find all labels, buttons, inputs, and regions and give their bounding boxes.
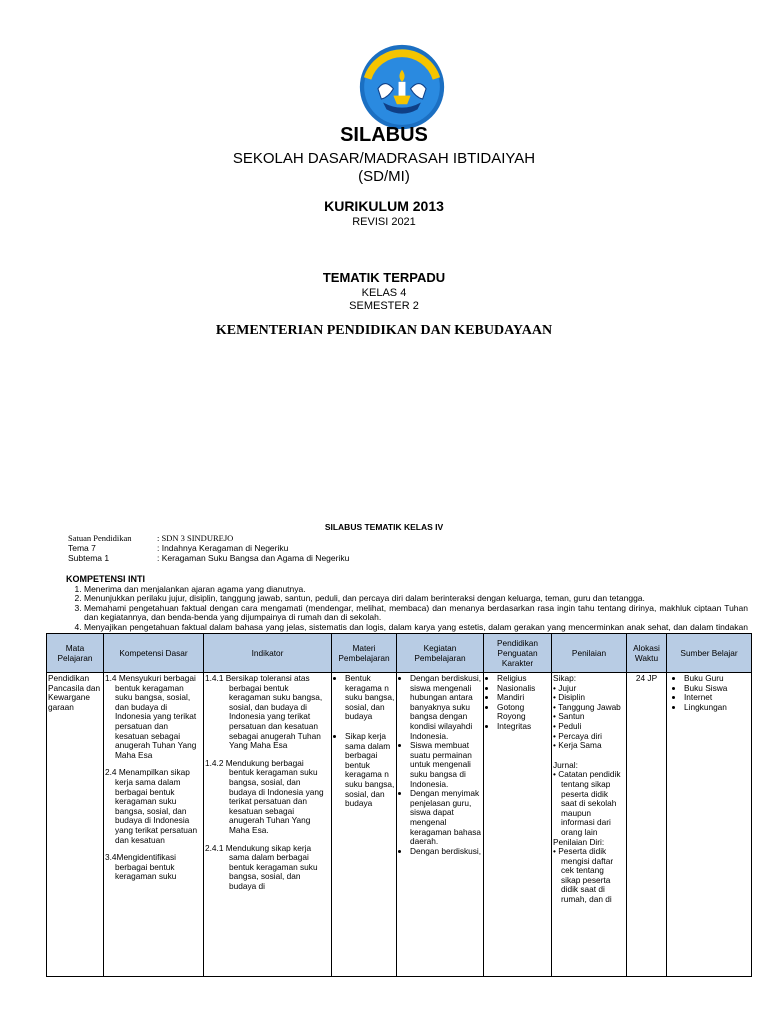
cell-indikator — [204, 673, 332, 977]
cell-alokasi — [627, 673, 667, 977]
sumber-item: • Internet — [684, 693, 750, 703]
materi-item: • Bentuk keragama n suku bangsa, sosial, dan budaya — [345, 674, 395, 722]
header-indikator: Indikator — [204, 634, 332, 673]
kd-item: 1.4 Mensyukuri berbagai bentuk keragaman suku bangsa, sosial, dan budaya di Indonesia yang terikat persatuan dan kesatuan sebagai anugerah Tuhan Yang Maha Esa — [105, 673, 197, 760]
penilaian-text: Disiplin — [558, 692, 585, 703]
penilaian-text: Kerja Sama — [558, 740, 602, 751]
identity-row — [68, 553, 349, 563]
materi-item: • Sikap kerja sama dalam berbagai bentuk keragama n suku bangsa, sosial, dan budaya — [345, 732, 395, 809]
header-sumber: Sumber Belajar — [667, 634, 752, 673]
bullet-icon: • — [553, 701, 556, 712]
syllabus-table — [46, 633, 752, 977]
ppk-list — [485, 674, 550, 732]
ppk-item: • Mandiri — [497, 693, 550, 703]
bullet-icon: • — [553, 730, 556, 741]
ppk-item: • Gotong Royong — [497, 703, 550, 722]
cover-title: SILABUS — [340, 124, 428, 146]
penilaian-jurnal-label: Jurnal: — [553, 759, 578, 770]
ki-item: 1. Menerima dan menjalankan ajaran agama yang dianutnya. — [84, 585, 748, 595]
bullet-icon: • — [553, 740, 556, 751]
cell-kegiatan — [397, 673, 484, 977]
bullet-icon: • — [553, 692, 556, 703]
identity-value: : SDN 3 SINDUREJO — [157, 533, 234, 543]
identity-label: Tema 7 — [68, 543, 96, 553]
kegiatan-item: • Siswa membuat suatu permainan untuk mengenali suku bangsa di Indonesia. — [410, 741, 482, 789]
cover-curriculum: KURIKULUM 2013 — [324, 198, 444, 214]
header-materi: Materi Pembelajaran — [332, 634, 397, 673]
header-mapel: Mata Pelajaran — [47, 634, 104, 673]
sumber-item: • Buku Guru — [684, 674, 750, 684]
cell-kd — [104, 673, 204, 977]
header-penilaian: Penilaian — [552, 634, 627, 673]
indikator-item: 1.4.1 Bersikap toleransi atas berbagai bentuk keragaman suku bangsa, sosial, dan budaya di Indonesia yang terikat persatuan dan kesatuan sebagai anugerah Tuhan Yang Maha Esa — [205, 673, 323, 751]
bullet-icon: • — [553, 711, 556, 722]
ki-item: 2. Menunjukkan perilaku jujur, disiplin, tanggung jawab, santun, peduli, dan percaya diri dalam berinteraksi dengan keluarga, teman, guru dan tetangga. — [84, 594, 748, 604]
mapel-text: Pendidikan Pancasila dan Kewargane garaan — [48, 673, 101, 712]
tut-wuri-handayani-logo — [359, 44, 445, 130]
cover-revision: REVISI 2021 — [352, 216, 416, 228]
table-header-row — [47, 634, 752, 673]
penilaian-text: Peserta didik mengisi daftar cek tentang sikap peserta didik saat di rumah, dan di — [558, 846, 614, 905]
header-alokasi: Alokasi Waktu — [627, 634, 667, 673]
bullet-icon: • — [553, 720, 556, 731]
identity-label: Subtema 1 — [68, 553, 110, 563]
bullet-icon: • — [553, 769, 556, 780]
bullet-icon: • — [553, 846, 556, 857]
sumber-item: • Buku Siswa — [684, 684, 750, 694]
cell-penilaian — [552, 673, 627, 977]
kegiatan-item: • Dengan menyimak penjelasan guru, siswa dapat mengenal keragaman bahasa daerah. — [410, 789, 482, 847]
ppk-item: • Religius — [497, 674, 550, 684]
kd-item: 2.4 Menampilkan sikap kerja sama dalam berbagai bentuk keragaman suku bangsa, sosial, dan budaya di Indonesia yang terikat persatuan dan kesatuan — [105, 767, 198, 845]
kd-item: 3.4Mengidentifikasi berbagai bentuk keragaman suku — [105, 852, 177, 882]
cover-school-line1: SEKOLAH DASAR/MADRASAH IBTIDAIYAH — [232, 150, 536, 167]
header-kd: Kompetensi Dasar — [104, 634, 204, 673]
ki-item: 4. Menyajikan pengetahuan faktual dalam bahasa yang jelas, sistematis dan logis, dalam karya yang estetis, dalam gerakan yang mencerminkan anak sehat, dan dalam tindakan — [84, 623, 748, 642]
ppk-item: • Integritas — [497, 722, 550, 732]
penilaian-text: Percaya diri — [558, 730, 603, 741]
cover-theme-heading: TEMATIK TERPADU — [322, 270, 446, 285]
cell-materi — [332, 673, 397, 977]
penilaian-text: Tanggung Jawab — [558, 701, 621, 712]
ki-item: 3. Memahami pengetahuan faktual dengan cara mengamati (mendengar, melihat, membaca) dan menanya berdasarkan rasa ingin tahu tentang dirinya, makhluk ciptaan Tuhan dan kegiatannya, dan benda-benda yang dijumpainya di rumah dan di sekolah. — [84, 604, 748, 623]
penilaian-sikap-item — [553, 741, 625, 751]
identity-row — [68, 543, 349, 553]
identity-row — [68, 533, 349, 543]
identity-label: Satuan Pendidikan — [68, 533, 132, 543]
table-row — [47, 673, 752, 977]
indikator-item: 1.4.2 Mendukung berbagai bentuk keragaman suku bangsa, sosial, dan budaya di Indonesia yang terikat persatuan dan kesatuan sebagai anugerah Tuhan Yang Maha Esa. — [205, 757, 324, 835]
identity-value: : Indahnya Keragaman di Negeriku — [157, 543, 289, 553]
ki-heading: KOMPETENSI INTI — [66, 574, 146, 584]
penilaian-text: Catatan pendidik tentang sikap peserta didik saat di sekolah maupun informasi dari orang lain — [558, 769, 621, 837]
document-title: SILABUS TEMATIK KELAS IV — [324, 522, 444, 532]
alokasi-text: 24 JP — [635, 673, 658, 683]
cover-ministry: KEMENTERIAN PENDIDIKAN DAN KEBUDAYAAN — [215, 323, 553, 338]
sumber-item: • Lingkungan — [684, 703, 750, 713]
penilaian-text: Peduli — [558, 720, 582, 731]
cover-class: KELAS 4 — [361, 287, 407, 299]
materi-list — [333, 674, 395, 809]
ppk-item: • Nasionalis — [497, 684, 550, 694]
identity-value: : Keragaman Suku Bangsa dan Agama di Negeriku — [157, 553, 350, 563]
cover-school-line2: (SD/MI) — [358, 168, 410, 185]
bullet-icon: • — [553, 682, 556, 693]
cover-semester: SEMESTER 2 — [349, 300, 419, 312]
penilaian-sikap-label: Sikap: — [553, 673, 577, 683]
penilaian-diri-label: Penilaian Diri: — [553, 836, 605, 847]
cell-sumber — [667, 673, 752, 977]
penilaian-jurnal-item — [553, 770, 625, 837]
sumber-list — [668, 674, 750, 712]
penilaian-text: Jujur — [558, 682, 577, 693]
header-ppk: Pendidikan Penguatan Karakter — [484, 634, 552, 673]
penilaian-text: Santun — [558, 711, 585, 722]
cell-ppk — [484, 673, 552, 977]
cell-mapel — [47, 673, 104, 977]
kegiatan-item: • Dengan berdiskusi, — [410, 847, 482, 857]
kegiatan-list — [398, 674, 482, 856]
indikator-item: 2.4.1 Mendukung sikap kerja sama dalam berbagai bentuk keragaman suku bangsa, sosial, dan budaya di — [205, 842, 318, 891]
identity-block — [68, 533, 349, 563]
penilaian-diri-item — [553, 847, 625, 905]
kegiatan-item: • Dengan berdiskusi, siswa mengenali hubungan antara banyaknya suku bangsa dengan kondisi wilayahdi Indonesia. — [410, 674, 482, 741]
header-kegiatan: Kegiatan Pembelajaran — [397, 634, 484, 673]
